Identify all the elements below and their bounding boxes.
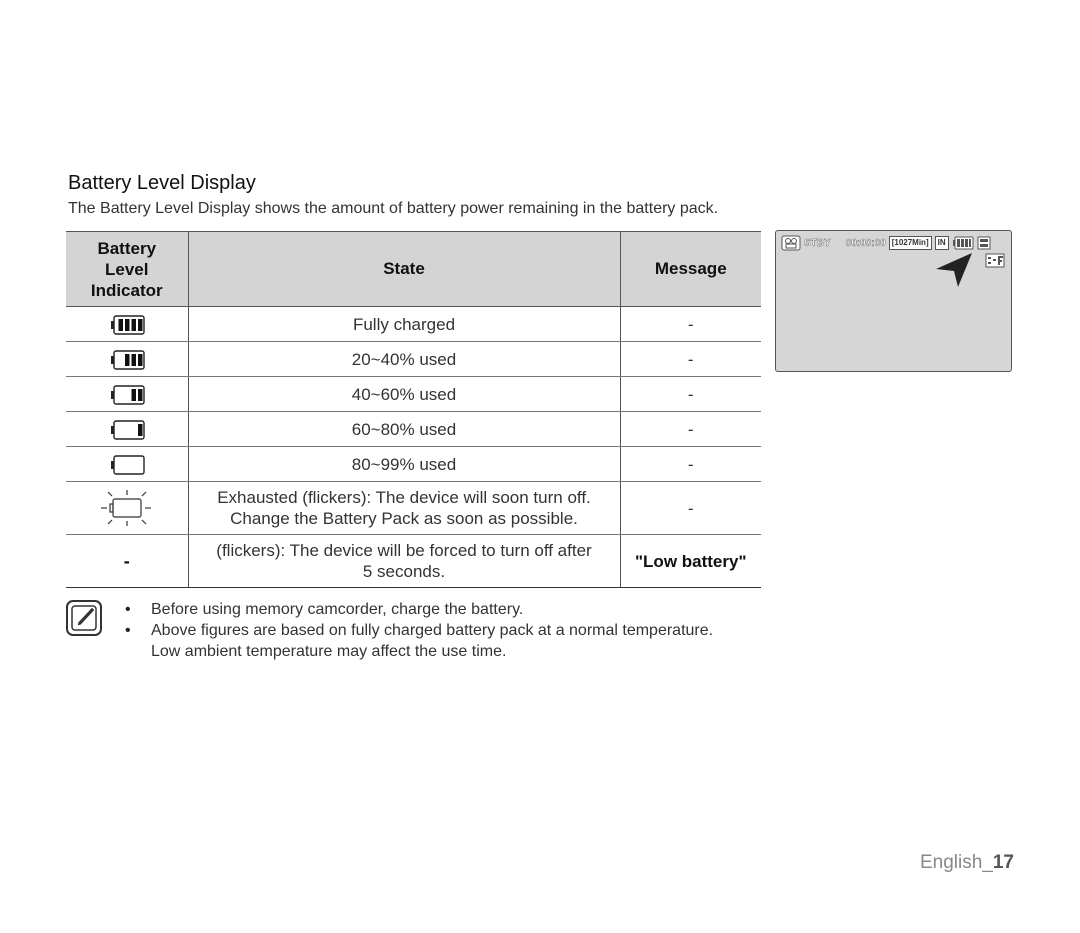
indicator-cell: - — [66, 535, 188, 588]
table-row — [66, 412, 761, 447]
table-row — [66, 482, 761, 535]
pointer-arrow-icon — [934, 251, 974, 289]
note-pencil-icon — [66, 600, 102, 636]
battery-segment — [131, 354, 136, 366]
section-intro: The Battery Level Display shows the amount of battery power remaining in the battery pack. — [68, 200, 719, 217]
lcd-quality-icon — [977, 236, 991, 250]
list-item: • Above figures are based on fully charged battery pack at a normal temperature. — [125, 620, 713, 641]
message-cell: "Low battery" — [620, 535, 761, 588]
battery-segment — [138, 354, 143, 366]
battery-full-icon — [109, 315, 145, 335]
state-cell: 20~40% used — [188, 342, 620, 377]
message-cell: - — [620, 307, 761, 342]
lcd-screen-illustration — [775, 230, 1012, 372]
page-footer — [920, 852, 1014, 874]
section-title: Battery Level Display — [68, 172, 256, 194]
battery-flickering-icon — [99, 488, 155, 528]
battery-empty-icon — [109, 455, 145, 475]
note-continuation: Low ambient temperature may affect the use time. — [151, 643, 507, 660]
header-message: Message — [620, 232, 761, 307]
notes-list — [125, 599, 713, 662]
list-item — [125, 641, 713, 662]
message-cell: - — [620, 342, 761, 377]
battery-segment — [118, 319, 123, 331]
battery-segment — [125, 319, 130, 331]
battery-segment — [125, 354, 130, 366]
message-cell: - — [620, 412, 761, 447]
state-cell: 60~80% used — [188, 412, 620, 447]
message-cell: - — [620, 377, 761, 412]
state-cell: 40~60% used — [188, 377, 620, 412]
state-cell: Exhausted (flickers): The device will soon turn off. Change the Battery Pack as soon as possible. — [188, 482, 620, 535]
camcorder-mode-icon — [781, 235, 801, 251]
list-item: • Before using memory camcorder, charge the battery. — [125, 599, 713, 620]
table-row — [66, 342, 761, 377]
table-row — [66, 307, 761, 342]
lcd-ef-icon — [985, 251, 1005, 269]
footer-language: English_ — [919, 852, 993, 873]
page-number: 17 — [992, 852, 1014, 873]
battery-three-quarter-icon — [109, 350, 145, 370]
table-row — [66, 447, 761, 482]
table-row — [66, 377, 761, 412]
header-indicator: Battery Level Indicator — [66, 232, 188, 307]
table-row — [66, 535, 761, 588]
battery-segment — [131, 319, 136, 331]
lcd-timecode: 00:00:00 — [845, 237, 886, 249]
lcd-storage-badge: IN — [935, 236, 949, 250]
lcd-mode-text: STBY — [804, 237, 831, 249]
message-cell: - — [620, 482, 761, 535]
battery-segment — [131, 389, 136, 401]
state-cell: (flickers): The device will be forced to turn off after 5 seconds. — [188, 535, 620, 588]
lcd-status-bar — [781, 234, 991, 252]
header-state: State — [188, 232, 620, 307]
battery-quarter-icon — [109, 420, 145, 440]
battery-segment — [138, 319, 143, 331]
lcd-battery-icon — [952, 236, 974, 250]
battery-segment — [138, 424, 143, 436]
lcd-remaining-time: [1027Min] — [889, 236, 932, 250]
message-cell: - — [620, 447, 761, 482]
battery-level-table — [66, 231, 761, 588]
battery-half-icon — [109, 385, 145, 405]
state-cell: Fully charged — [188, 307, 620, 342]
state-cell: 80~99% used — [188, 447, 620, 482]
table-header-row — [66, 232, 761, 307]
battery-segment — [138, 389, 143, 401]
